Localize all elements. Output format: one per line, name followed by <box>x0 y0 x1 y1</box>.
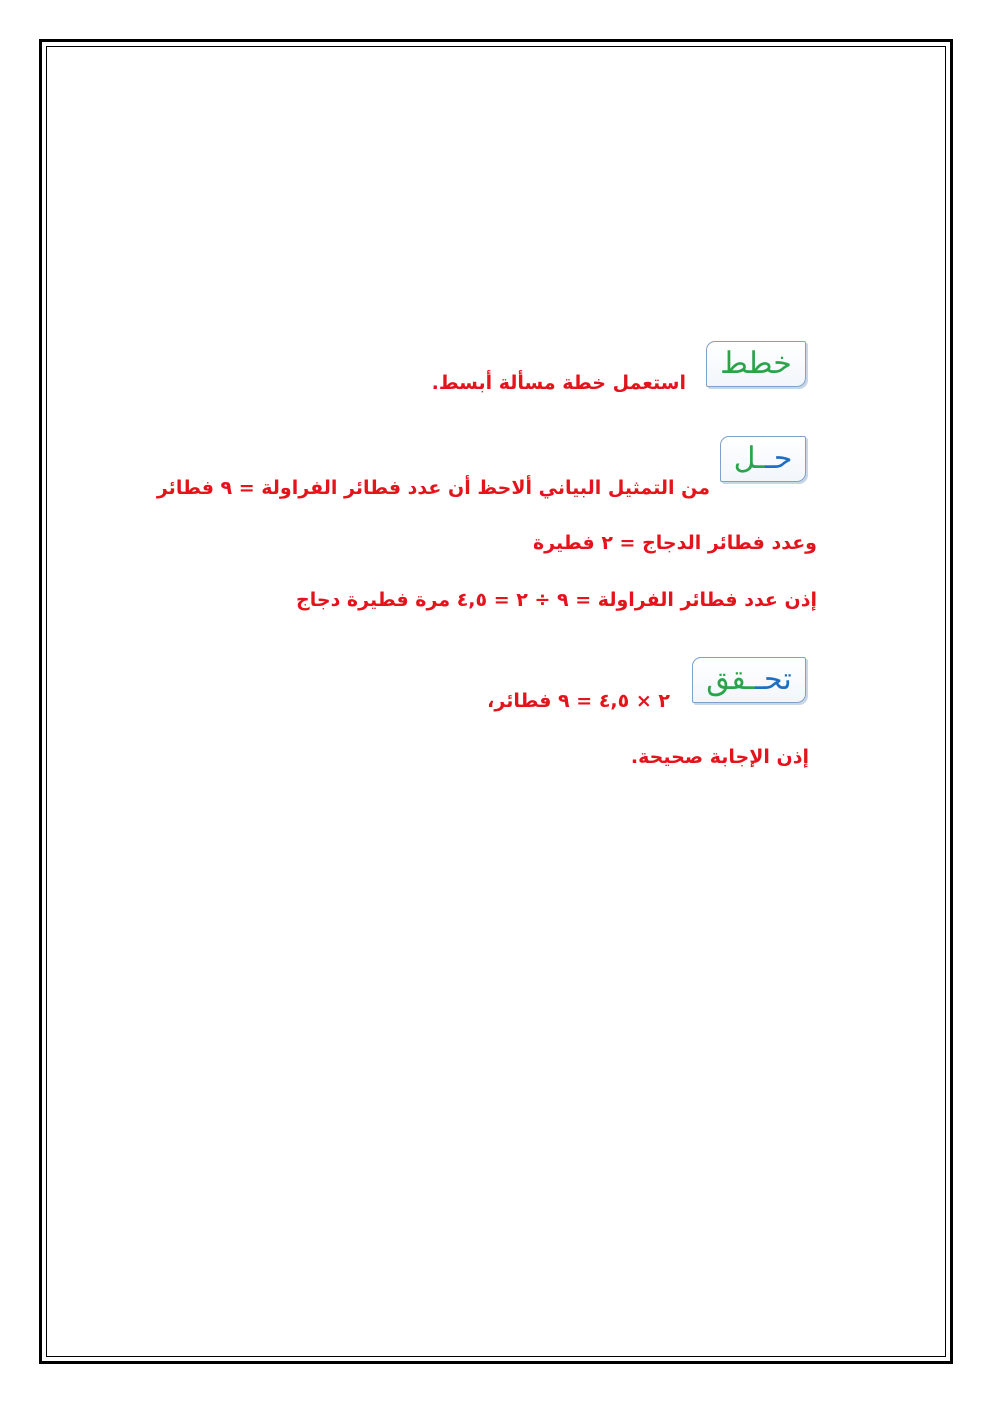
solve-badge <box>720 436 806 482</box>
solve-line-3: إذن عدد فطائر الفراولة = ٩ ÷ ٢ = ٤,٥ مرة فطيرة دجاج <box>296 589 817 611</box>
check-badge-label: تحــقق <box>706 662 792 697</box>
check-line-1: ٢ × ٤,٥ = ٩ فطائر، <box>487 690 670 712</box>
plan-text: استعمل خطة مسألة أبسط. <box>431 372 686 394</box>
solve-line-1: من التمثيل البياني ألاحظ أن عدد فطائر الفراولة = ٩ فطائر <box>156 477 710 499</box>
plan-badge-label: خطط <box>720 346 792 381</box>
plan-badge <box>706 341 806 387</box>
solve-line-2: وعدد فطائر الدجاج = ٢ فطيرة <box>532 532 817 554</box>
check-line-2: إذن الإجابة صحيحة. <box>630 746 809 768</box>
solve-badge-label: حــل <box>733 441 793 476</box>
check-badge <box>692 657 806 703</box>
